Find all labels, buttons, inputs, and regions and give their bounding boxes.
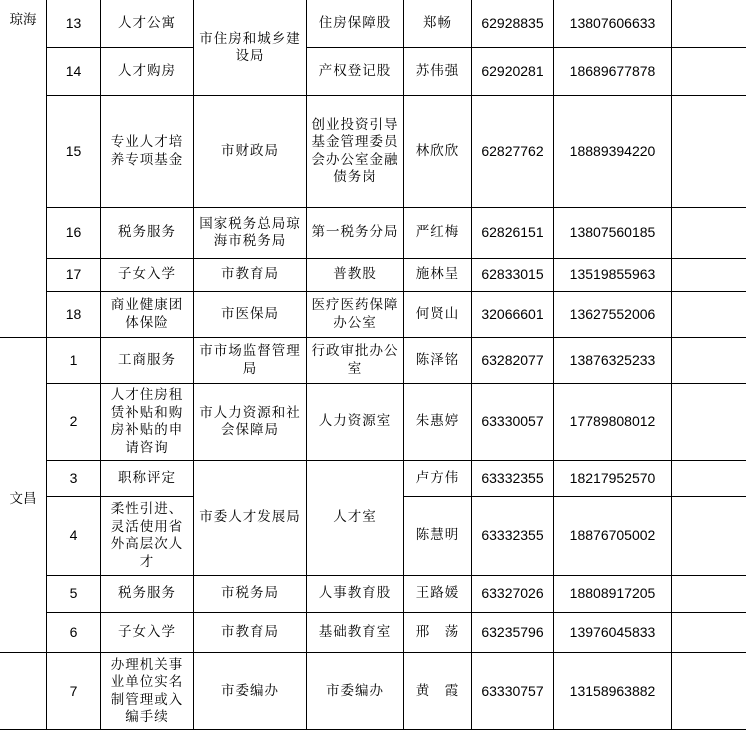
cell-phone-text: 63330757: [481, 682, 544, 699]
cell-mobile: [554, 96, 671, 207]
cell-contact: [404, 613, 471, 652]
cell-dept-text: 市税务局: [221, 585, 279, 602]
cell-phone-text: 63327026: [481, 585, 544, 602]
cell-mobile-text: 13807560185: [569, 224, 656, 241]
cell-contact-text: 陈慧明: [415, 527, 460, 544]
cell-dept: [194, 653, 306, 730]
cell-service-text: 商业健康团体保险: [110, 297, 184, 331]
cell-service-text: 税务服务: [118, 224, 176, 241]
cell-office-text: 基础教育室: [318, 623, 392, 640]
cell-dept-text: 市委人才发展局: [199, 509, 301, 526]
cell-phone-text: 63332355: [481, 469, 544, 486]
cell-phone-text: 63332355: [481, 527, 544, 544]
cell-mobile: [554, 497, 671, 575]
cell-service: [101, 292, 193, 337]
cell-mobile-text: 18876705002: [569, 527, 656, 544]
cell-mobile-text: 17789808012: [569, 413, 656, 430]
cell-no-text: 13: [65, 15, 82, 32]
cell-no: [47, 96, 100, 207]
cell-mobile-text: 13876325233: [569, 351, 656, 368]
cell-service: [101, 497, 193, 575]
cell-contact-text: 卢方伟: [415, 469, 460, 486]
cell-mobile: [554, 48, 671, 95]
cell-phone: [472, 96, 553, 207]
cell-contact: [404, 208, 471, 258]
cell-mobile-text: 18889394220: [569, 142, 656, 159]
cell-service: [101, 613, 193, 652]
cell-office-text: 人事教育股: [318, 585, 392, 602]
cell-dept-text: 市人力资源和社会保障局: [199, 404, 301, 438]
cell-contact: [404, 48, 471, 95]
cell-phone-text: 63282077: [481, 351, 544, 368]
cell-phone: [472, 338, 553, 383]
cell-service-text: 人才住房租赁补贴和购房补贴的申请咨询: [110, 387, 184, 456]
cell-dept: [194, 208, 306, 258]
cell-mobile: [554, 461, 671, 496]
cell-contact-text: 何贤山: [415, 305, 460, 322]
grid-hline-region: [0, 652, 46, 653]
cell-contact: [404, 576, 471, 612]
cell-office-text: 人力资源室: [318, 413, 392, 430]
cell-contact: [404, 338, 471, 383]
cell-phone: [472, 208, 553, 258]
cell-contact-text: 郑畅: [423, 15, 452, 32]
cell-contact-text: 王路媛: [415, 585, 460, 602]
cell-dept-text: 市教育局: [221, 266, 279, 283]
cell-no-text: 4: [69, 527, 78, 544]
cell-contact: [404, 259, 471, 291]
cell-no: [47, 576, 100, 612]
cell-no: [47, 48, 100, 95]
region-label-wenchang: 文昌: [9, 491, 37, 507]
cell-dept-text: 市委编办: [221, 682, 279, 699]
cell-contact: [404, 1, 471, 47]
cell-mobile-text: 13976045833: [569, 623, 656, 640]
grid-vline: [671, 0, 672, 730]
cell-contact: [404, 461, 471, 496]
cell-no-text: 6: [69, 623, 78, 640]
cell-dept: [194, 292, 306, 337]
cell-contact: [404, 653, 471, 730]
cell-no-text: 14: [65, 62, 82, 79]
cell-service: [101, 96, 193, 207]
cell-service-text: 工商服务: [118, 351, 176, 368]
cell-phone-text: 62833015: [481, 266, 544, 283]
cell-dept: [194, 576, 306, 612]
cell-office: [307, 292, 403, 337]
cell-mobile: [554, 576, 671, 612]
cell-no-text: 5: [69, 585, 78, 602]
cell-mobile: [554, 384, 671, 460]
cell-phone: [472, 461, 553, 496]
cell-service-text: 人才购房: [118, 62, 176, 79]
cell-service: [101, 48, 193, 95]
cell-office-text: 普教股: [333, 266, 377, 283]
cell-service: [101, 1, 193, 47]
cell-phone: [472, 384, 553, 460]
cell-mobile: [554, 208, 671, 258]
cell-service: [101, 576, 193, 612]
cell-no: [47, 292, 100, 337]
cell-phone-text: 63330057: [481, 413, 544, 430]
cell-contact: [404, 96, 471, 207]
cell-contact: [404, 384, 471, 460]
cell-no: [47, 497, 100, 575]
cell-no: [47, 461, 100, 496]
cell-phone: [472, 576, 553, 612]
cell-service: [101, 338, 193, 383]
cell-contact-text: 施林呈: [415, 266, 460, 283]
cell-mobile-text: 13519855963: [569, 266, 656, 283]
cell-phone-text: 62920281: [481, 62, 544, 79]
cell-dept-text: 市医保局: [221, 305, 279, 322]
cell-no: [47, 384, 100, 460]
cell-service-text: 子女入学: [118, 623, 176, 640]
cell-office: [307, 338, 403, 383]
cell-office-text: 人才室: [333, 509, 377, 526]
cell-dept-text: 市市场监督管理局: [199, 343, 301, 377]
cell-no-text: 18: [65, 305, 82, 322]
cell-phone: [472, 1, 553, 47]
cell-service: [101, 208, 193, 258]
cell-mobile: [554, 653, 671, 730]
cell-no: [47, 259, 100, 291]
cell-mobile-text: 13158963882: [569, 682, 656, 699]
cell-no-text: 7: [69, 682, 78, 699]
cell-office-text: 创业投资引导基金管理委员会办公室金融债务岗: [311, 116, 399, 185]
cell-office: [307, 1, 403, 47]
cell-office-text: 第一税务分局: [311, 224, 399, 241]
cell-office: [307, 259, 403, 291]
cell-no: [47, 613, 100, 652]
cell-mobile: [554, 338, 671, 383]
cell-office: [307, 576, 403, 612]
cell-contact-text: 黄 霞: [415, 682, 460, 699]
cell-no-text: 15: [65, 142, 82, 159]
cell-dept: [194, 338, 306, 383]
cell-dept-text: 国家税务总局琼海市税务局: [199, 215, 301, 249]
cell-service-text: 办理机关事业单位实名制管理或入编手续: [110, 656, 184, 725]
cell-dept: [194, 613, 306, 652]
cell-service-text: 人才公寓: [118, 15, 176, 32]
grid-hline-region: [0, 337, 46, 338]
cell-dept: [194, 96, 306, 207]
cell-service-text: 柔性引进、灵活使用省外高层次人才: [110, 501, 184, 570]
cell-dept: [194, 259, 306, 291]
cell-office: [307, 461, 403, 575]
cell-service-text: 专业人才培养专项基金: [110, 134, 184, 168]
cell-office-text: 住房保障股: [318, 15, 392, 32]
cell-phone: [472, 292, 553, 337]
cell-office-text: 医疗医药保障办公室: [311, 297, 399, 331]
cell-dept-text: 市教育局: [221, 623, 279, 640]
cell-office: [307, 96, 403, 207]
cell-phone-text: 32066601: [481, 305, 544, 322]
cell-mobile-text: 13627552006: [569, 305, 656, 322]
cell-dept: [194, 384, 306, 460]
cell-no-text: 3: [69, 469, 78, 486]
cell-phone-text: 62928835: [481, 15, 544, 32]
cell-no-text: 16: [65, 224, 82, 241]
cell-phone: [472, 48, 553, 95]
cell-mobile-text: 18808917205: [569, 585, 656, 602]
cell-office-text: 行政审批办公室: [311, 343, 399, 377]
cell-contact-text: 朱惠婷: [415, 413, 460, 430]
cell-no: [47, 338, 100, 383]
cell-mobile-text: 13807606633: [569, 15, 656, 32]
region-label-qionghai: 琼海: [9, 12, 37, 28]
cell-office-text: 产权登记股: [318, 62, 392, 79]
cell-phone: [472, 613, 553, 652]
cell-phone: [472, 497, 553, 575]
cell-phone-text: 62826151: [481, 224, 544, 241]
cell-no-text: 17: [65, 266, 82, 283]
cell-dept: [194, 461, 306, 575]
cell-contact-text: 苏伟强: [415, 62, 460, 79]
cell-phone-text: 62827762: [481, 142, 544, 159]
cell-service: [101, 259, 193, 291]
cell-contact: [404, 292, 471, 337]
cell-mobile-text: 18217952570: [569, 469, 656, 486]
cell-office-text: 市委编办: [326, 682, 384, 699]
cell-mobile-text: 18689677878: [569, 62, 656, 79]
cell-contact-text: 严红梅: [415, 224, 460, 241]
cell-dept-text: 市财政局: [221, 142, 279, 159]
cell-no: [47, 653, 100, 730]
cell-service-text: 子女入学: [118, 266, 176, 283]
cell-service-text: 税务服务: [118, 585, 176, 602]
cell-service-text: 职称评定: [118, 469, 176, 486]
cell-phone: [472, 259, 553, 291]
cell-no: [47, 208, 100, 258]
cell-mobile: [554, 292, 671, 337]
cell-contact-text: 邢 荡: [415, 623, 460, 640]
cell-no-text: 1: [69, 351, 78, 368]
cell-dept: [194, 1, 306, 95]
cell-phone: [472, 653, 553, 730]
cell-office: [307, 653, 403, 730]
cell-office: [307, 48, 403, 95]
cell-no: [47, 1, 100, 47]
cell-office: [307, 384, 403, 460]
cell-mobile: [554, 1, 671, 47]
cell-no-text: 2: [69, 413, 78, 430]
cell-contact-text: 林欣欣: [415, 142, 460, 159]
cell-contact-text: 陈泽铭: [415, 351, 460, 368]
cell-dept-text: 市住房和城乡建设局: [199, 30, 301, 64]
cell-mobile: [554, 613, 671, 652]
cell-service: [101, 461, 193, 496]
cell-service: [101, 653, 193, 730]
cell-office: [307, 208, 403, 258]
cell-service: [101, 384, 193, 460]
cell-mobile: [554, 259, 671, 291]
cell-office: [307, 613, 403, 652]
cell-contact: [404, 497, 471, 575]
cell-phone-text: 63235796: [481, 623, 544, 640]
